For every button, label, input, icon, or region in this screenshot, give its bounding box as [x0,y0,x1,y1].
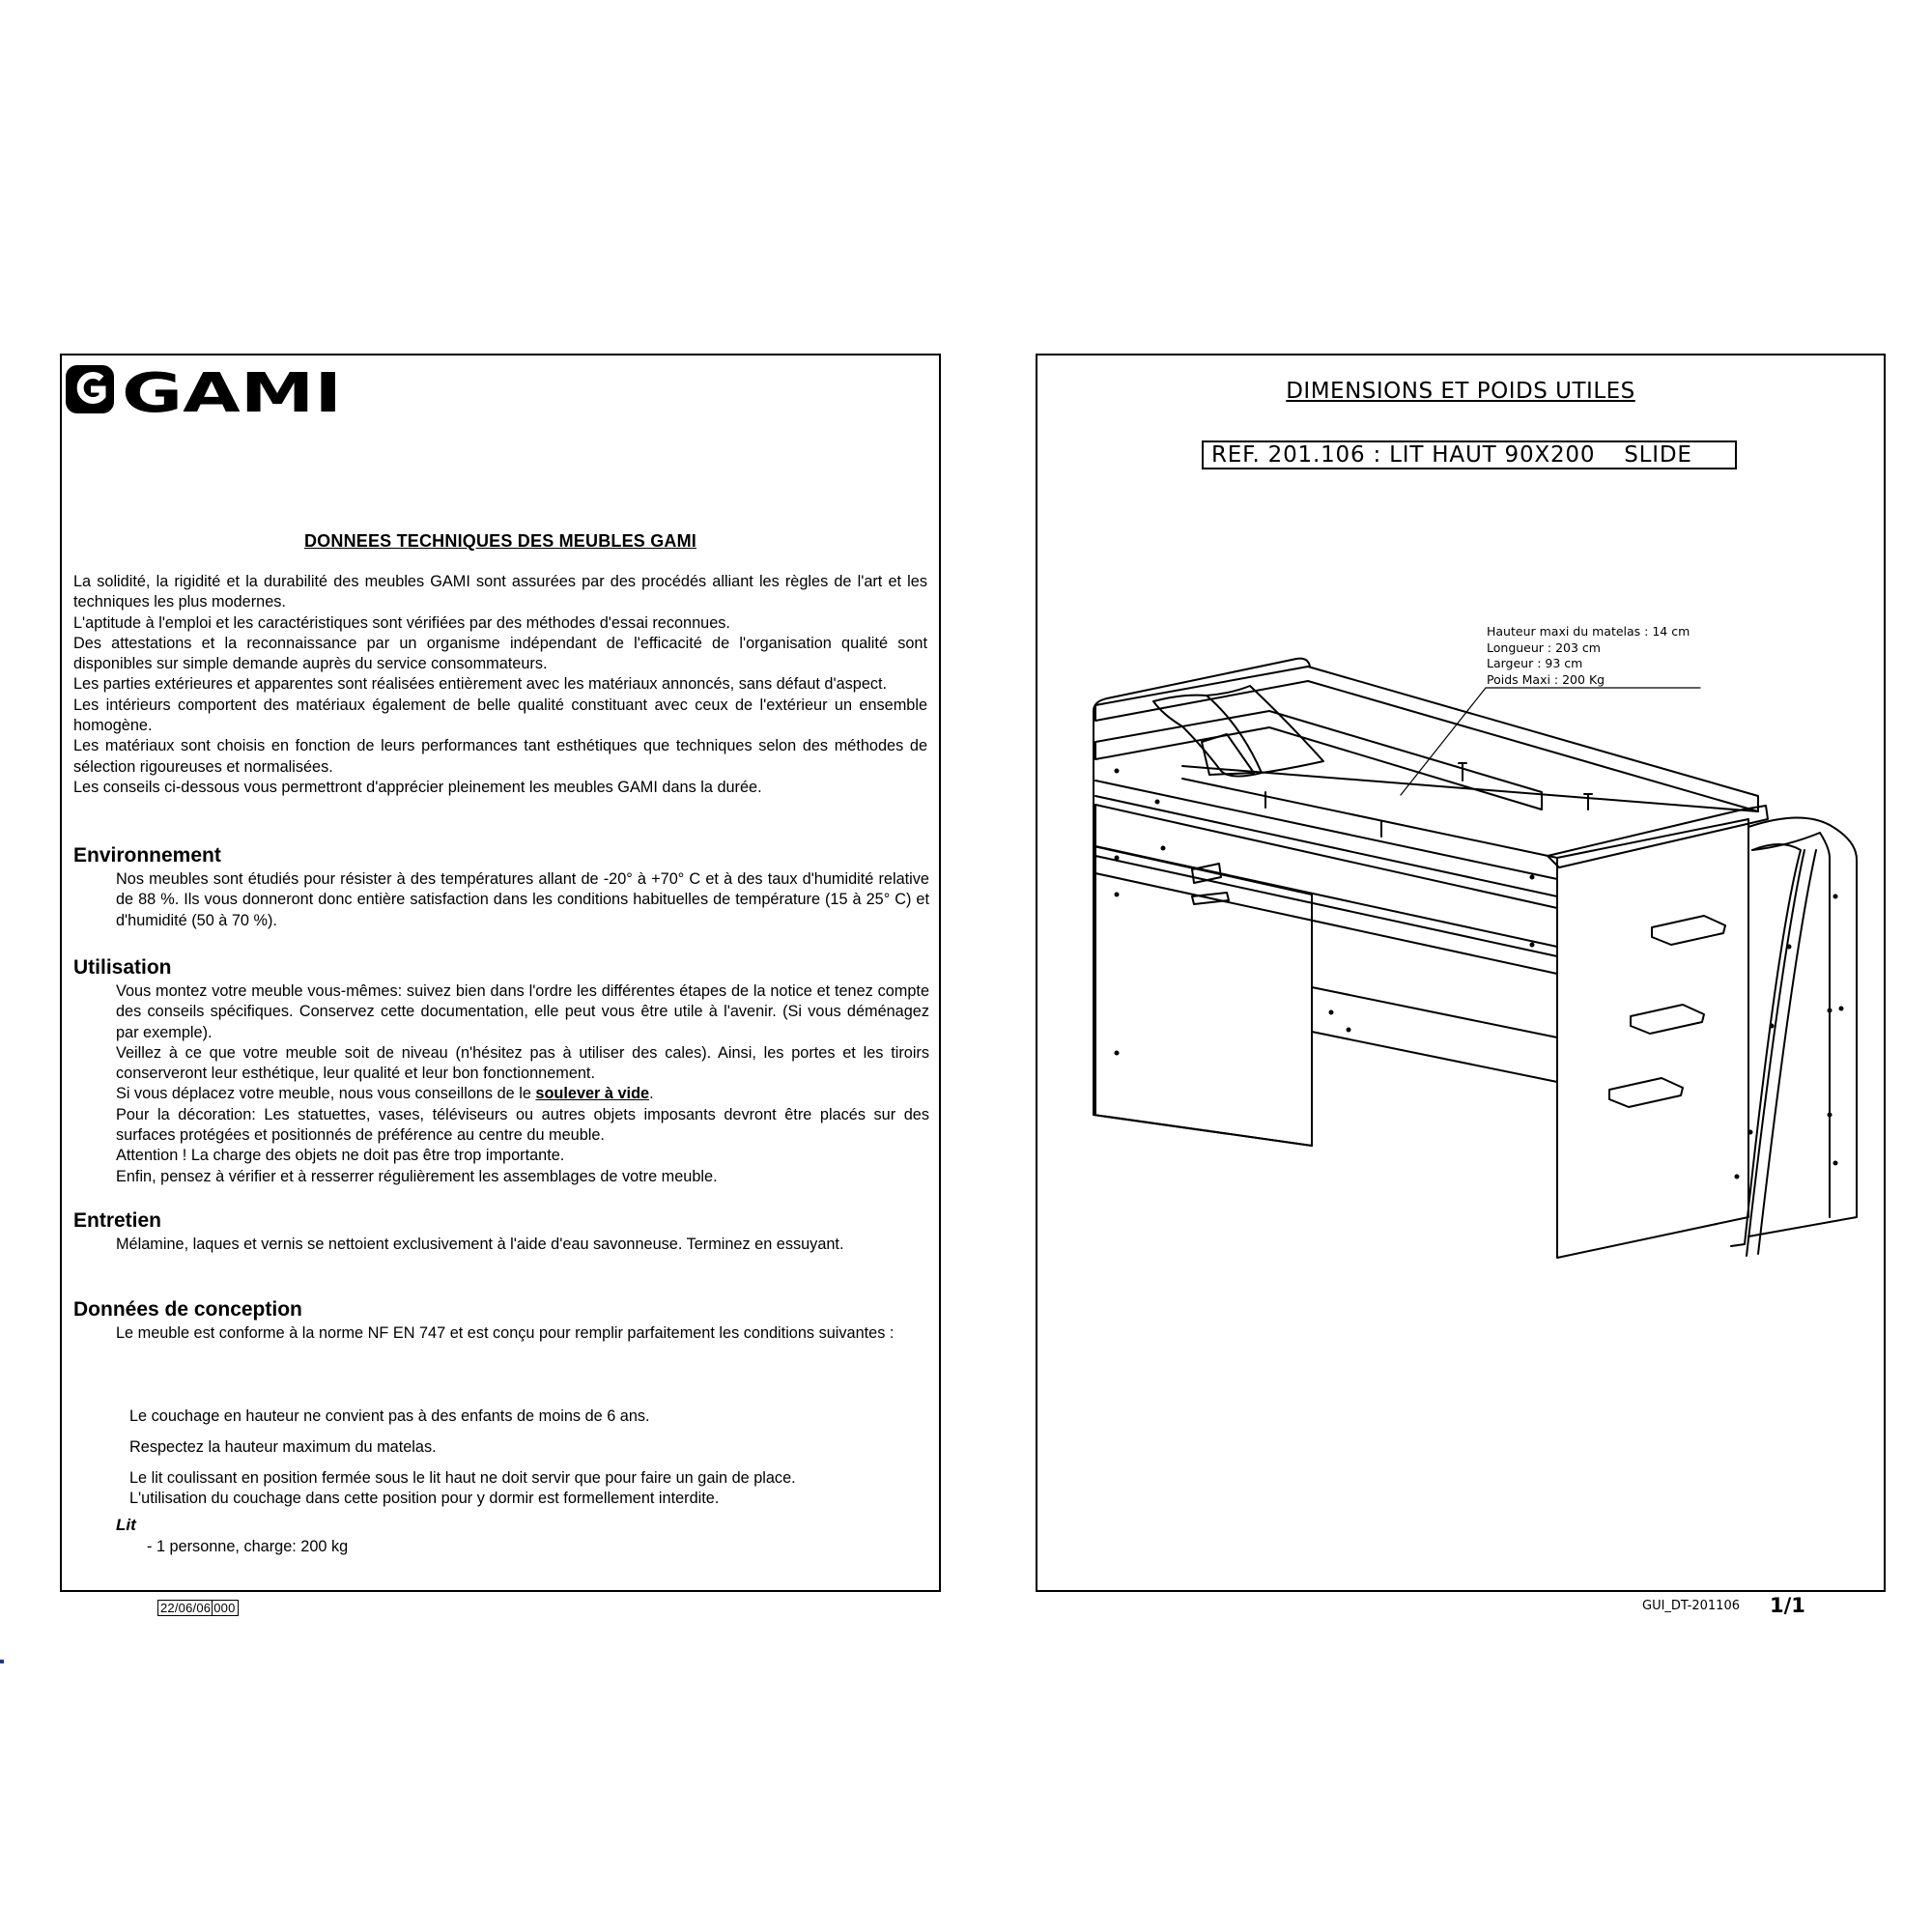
dimension-line: Longueur : 203 cm [1487,639,1601,655]
section-title-environnement: Environnement [73,844,221,867]
intro-paragraph: La solidité, la rigidité et la durabilité des meubles GAMI sont assurées par des procédés alliant les règles de l'art et les techniques les plus modernes. [73,573,927,611]
section-title-utilisation: Utilisation [73,956,172,979]
section-body-utilisation [116,981,929,1187]
utilisation-text: Veillez à ce que votre meuble soit de niveau (n'hésitez pas à utiliser des cales). Ainsi, les portes et les tiroirs conserveront leur esthétique, leur qualité et leur bon fonctionnement. [116,1043,929,1083]
utilisation-text-part: . [649,1085,654,1103]
environnement-text: Nos meubles sont étudiés pour résister à des températures allant de -20° à +70° C et à des taux d'humidité relative de 88 %. Ils vous donneront donc entière satisfaction dans les conditions habituelles de température (15 à 25° C) et d'humidité (50 à 70 %). [116,870,929,929]
rule-text: Le lit coulissant en position fermée sous le lit haut ne doit servir que pour faire un gain de place. [129,1469,796,1487]
section-title-entretien: Entretien [73,1209,162,1232]
section-body-environnement [116,869,929,931]
intro-paragraph: Les matériaux sont choisis en fonction de leurs performances tant esthétiques que techniques selon des méthodes de sélection rigoureuses et normalisées. [73,737,927,776]
rule-text: L'utilisation du couchage dans cette position pour y dormir est formellement interdite. [129,1490,720,1507]
utilisation-text: Attention ! La charge des objets ne doit pas être trop importante. [116,1147,565,1165]
section-body-entretien [116,1235,929,1255]
edge-mark [0,1660,4,1663]
intro-paragraph: Les conseils ci-dessous vous permettront d'apprécier pleinement les meubles GAMI dans la durée. [73,778,762,796]
utilisation-text-part: Si vous déplacez votre meuble, nous vous conseillons de le [116,1085,536,1103]
emphasis-text: soulever à vide [535,1085,650,1103]
section-title-conception: Données de conception [73,1298,302,1321]
dimensions-panel [1036,354,1886,1592]
gami-logo [64,361,354,419]
dimension-line: Largeur : 93 cm [1487,656,1583,670]
reference-model: SLIDE [1624,442,1692,468]
utilisation-text: Pour la décoration: Les statuettes, vases, téléviseurs ou autres objets imposants devront être placés sur des surfaces protégées et positionnés de préférence au centre du meuble. [116,1105,929,1145]
utilisation-text [116,1084,929,1104]
document-code: GUI_DT-201106 [1642,1599,1740,1613]
date-stamp [157,1600,239,1616]
loft-bed-drawing [1037,355,1884,1590]
page-title: DONNEES TECHNIQUES DES MEUBLES GAMI [303,531,697,551]
lit-label: Lit [116,1516,136,1534]
dimension-line: Poids Maxi : 200 Kg [1487,671,1605,687]
dimension-line: Hauteur maxi du matelas : 14 cm [1487,624,1690,639]
reference-code: REF. 201.106 : LIT HAUT 90X200 [1211,442,1596,468]
rule-text: Respectez la hauteur maximum du matelas. [129,1438,437,1456]
entretien-text: Mélamine, laques et vernis se nettoient exclusivement à l'aide d'eau savonneuse. Terminez en essuyant. [116,1236,844,1253]
lit-item: - 1 personne, charge: 200 kg [147,1538,349,1555]
conception-text: Le meuble est conforme à la norme NF EN 747 et est conçu pour remplir parfaitement les conditions suivantes : [116,1324,895,1342]
page-number: 1/1 [1770,1594,1805,1617]
technical-data-panel [60,354,941,1592]
utilisation-text: Vous montez votre meuble vous-mêmes: suivez bien dans l'ordre les différentes étapes de la notice et tenez compte des conseils spécifiques. Conservez cette documentation, elle peut vous être utile à l'avenir. (Si vous déménagez par exemple). [116,982,929,1041]
svg-text:GAMI: GAMI [122,362,342,419]
intro-text [73,572,927,798]
intro-paragraph: L'aptitude à l'emploi et les caractéristiques sont vérifiées par des méthodes d'essai reconnues. [73,613,730,632]
intro-paragraph: Des attestations et la reconnaissance par un organisme indépendant de l'efficacité de l'organisation qualité sont disponibles sur simple demande auprès du service consommateurs. [73,634,927,673]
utilisation-text: Enfin, pensez à vérifier et à resserrer régulièrement les assemblages de votre meuble. [116,1167,718,1185]
dimensions-title: DIMENSIONS ET POIDS UTILES [1286,379,1635,404]
intro-paragraph: Les parties extérieures et apparentes sont réalisées entièrement avec les matériaux annoncés, sans défaut d'aspect. [73,675,888,694]
intro-paragraph: Les intérieurs comportent des matériaux également de belle qualité constituant avec ceux de l'extérieur un ensemble homogène. [73,696,927,735]
rule-text: Le couchage en hauteur ne convient pas à des enfants de moins de 6 ans. [129,1407,650,1425]
section-body-conception [116,1323,929,1344]
date-value: 22/06/06 [160,1601,212,1615]
date-suffix: 000 [213,1601,236,1615]
